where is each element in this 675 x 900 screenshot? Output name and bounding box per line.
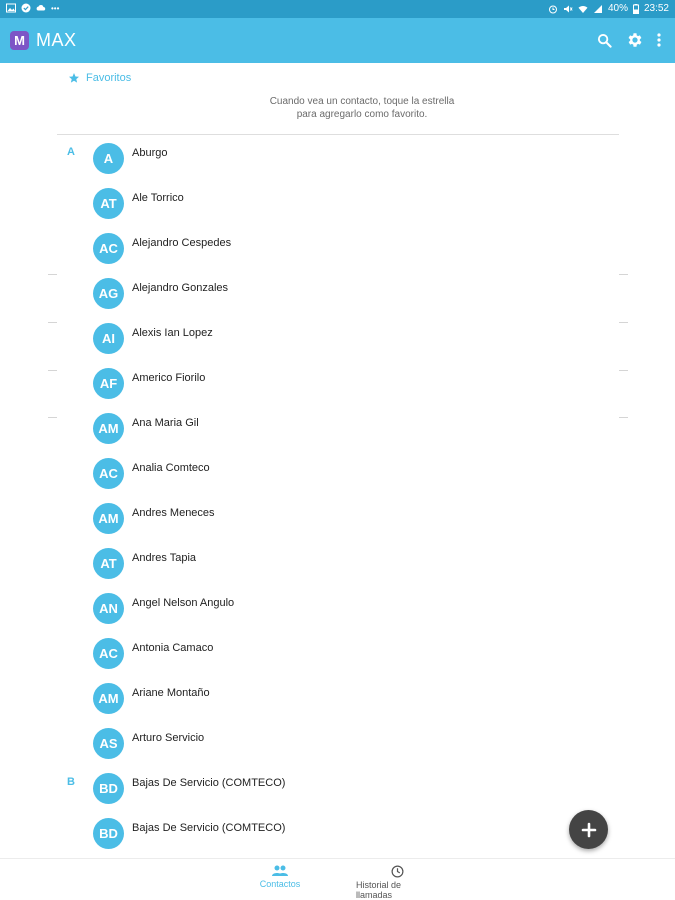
- contact-name: Bajas De Servicio (COMTECO): [132, 777, 286, 789]
- gear-icon: [626, 31, 644, 49]
- avatar[interactable]: BD: [93, 773, 124, 804]
- contact-row[interactable]: [0, 183, 675, 228]
- contact-name: Bajas De Servicio (COMTECO): [132, 822, 286, 834]
- app-bar: [0, 18, 675, 63]
- status-bar: [0, 0, 675, 18]
- contact-name: Ale Torrico: [132, 192, 184, 204]
- check-circle-icon: [21, 3, 31, 13]
- contact-row[interactable]: [0, 138, 675, 183]
- avatar[interactable]: AG: [93, 278, 124, 309]
- contact-row[interactable]: [0, 228, 675, 273]
- status-time: 23:52: [643, 3, 669, 14]
- contact-name: Alejandro Gonzales: [132, 282, 229, 294]
- avatar[interactable]: AN: [93, 593, 124, 624]
- avatar[interactable]: AF: [93, 368, 124, 399]
- battery-percent: 40%: [607, 3, 628, 14]
- favorites-hint-line-2: para agregarlo como favorito.: [296, 109, 428, 120]
- contact-row[interactable]: [0, 363, 675, 408]
- wifi-icon: [578, 4, 588, 14]
- contact-row[interactable]: [0, 543, 675, 588]
- favorites-hint-line-1: Cuando vea un contacto, toque la estrella: [269, 96, 455, 107]
- search-button[interactable]: [593, 29, 615, 51]
- contact-row[interactable]: [0, 453, 675, 498]
- contact-name: Alejandro Cespedes: [132, 237, 232, 249]
- section-letter: A: [67, 146, 75, 158]
- favorites-label: Favoritos: [86, 72, 132, 84]
- cloud-icon: [36, 3, 46, 13]
- contact-name: Antonia Camaco: [132, 642, 214, 654]
- contact-row[interactable]: [0, 633, 675, 678]
- avatar[interactable]: AC: [93, 233, 124, 264]
- bottom-navigation: [0, 858, 675, 900]
- contact-name: Analia Comteco: [132, 462, 210, 474]
- tab-call-history[interactable]: [356, 865, 438, 900]
- settings-button[interactable]: [624, 29, 646, 51]
- avatar[interactable]: AS: [93, 728, 124, 759]
- contact-name: Americo Fiorilo: [132, 372, 206, 384]
- contact-name: Ana Maria Gil: [132, 417, 199, 429]
- contact-row[interactable]: [0, 768, 675, 813]
- contact-row[interactable]: [0, 678, 675, 723]
- contact-row[interactable]: [0, 408, 675, 453]
- contact-name: Andres Meneces: [132, 507, 215, 519]
- app-logo: M: [10, 31, 29, 50]
- favorites-divider: [57, 134, 619, 135]
- avatar[interactable]: AT: [93, 548, 124, 579]
- avatar[interactable]: AI: [93, 323, 124, 354]
- avatar[interactable]: A: [93, 143, 124, 174]
- contact-name: Angel Nelson Angulo: [132, 597, 235, 609]
- tab-contacts-label: Contactos: [259, 879, 301, 889]
- contact-row[interactable]: [0, 318, 675, 363]
- tab-call-history-label: Historial de llamadas: [356, 880, 402, 900]
- contact-name: Ariane Montaño: [132, 687, 210, 699]
- mute-icon: [563, 4, 573, 14]
- contact-name: Arturo Servicio: [132, 732, 205, 744]
- section-letter: B: [67, 776, 75, 788]
- avatar[interactable]: AM: [93, 413, 124, 444]
- more-vert-icon: [657, 33, 661, 47]
- avatar[interactable]: AC: [93, 458, 124, 489]
- avatar[interactable]: AC: [93, 638, 124, 669]
- app-title: MAX: [36, 30, 77, 50]
- gallery-icon: [6, 3, 16, 13]
- more-options-button[interactable]: [649, 29, 669, 51]
- clock-icon: [391, 865, 404, 878]
- status-overflow-dots: •••: [51, 3, 60, 13]
- contacts-icon: [272, 865, 288, 877]
- contact-name: Alexis Ian Lopez: [132, 327, 213, 339]
- star-icon: [68, 72, 80, 84]
- plus-icon: [581, 822, 597, 838]
- avatar[interactable]: AM: [93, 503, 124, 534]
- favorites-header: [68, 72, 131, 84]
- contact-name: Andres Tapia: [132, 552, 197, 564]
- avatar[interactable]: AT: [93, 188, 124, 219]
- contact-row[interactable]: [0, 723, 675, 768]
- avatar[interactable]: AM: [93, 683, 124, 714]
- alarm-icon: [548, 4, 558, 14]
- contact-name: Aburgo: [132, 147, 168, 159]
- battery-icon: [633, 4, 639, 14]
- contact-row[interactable]: [0, 273, 675, 318]
- signal-icon: [593, 4, 603, 14]
- contact-row[interactable]: [0, 588, 675, 633]
- avatar[interactable]: BD: [93, 818, 124, 849]
- contact-row[interactable]: [0, 498, 675, 543]
- add-contact-button[interactable]: [569, 810, 608, 849]
- search-icon: [597, 33, 612, 48]
- favorites-hint: [120, 95, 604, 121]
- tab-contacts[interactable]: [256, 865, 304, 889]
